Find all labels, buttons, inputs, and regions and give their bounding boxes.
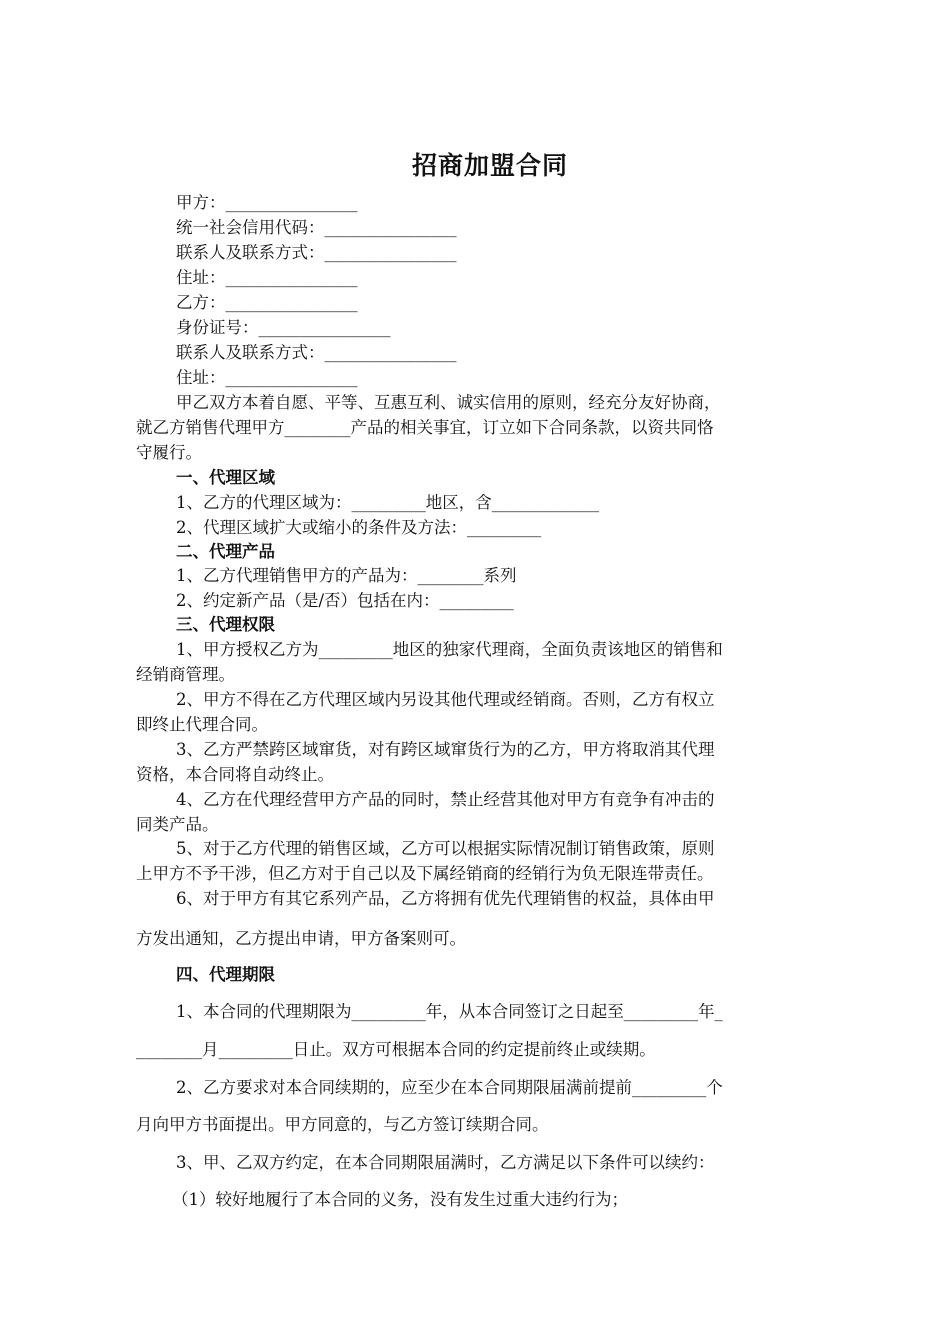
clause-line: 方发出通知，乙方提出申请，甲方备案则可。: [136, 929, 466, 948]
clause-line: 6、对于甲方有其它系列产品，乙方将拥有优先代理销售的权益，具体由甲: [176, 889, 715, 908]
section-heading: 二、代理产品: [176, 542, 275, 561]
party-a-address-line: 住址：________________: [176, 268, 358, 287]
clause-line: 经销商管理。: [136, 665, 235, 684]
section-heading: 四、代理期限: [176, 965, 275, 984]
clause-line: 即终止代理合同。: [136, 715, 268, 734]
party-b-contact-line: 联系人及联系方式：________________: [176, 343, 457, 362]
preamble-line: 甲乙双方本着自愿、平等、互惠互利、诚实信用的原则，经充分友好协商，: [176, 393, 721, 412]
clause-line: 4、乙方在代理经营甲方产品的同时，禁止经营其他对甲方有竞争有冲击的: [176, 790, 715, 809]
clause-line: 1、乙方代理销售甲方的产品为：________系列: [176, 566, 517, 585]
clause-line: 上甲方不予干涉，但乙方对于自己以及下属经销商的经销行为负无限连带责任。: [136, 864, 714, 883]
clause-line: 1、乙方的代理区域为：_________地区，含_____________: [176, 493, 599, 512]
clause-line: 2、乙方要求对本合同续期的，应至少在本合同期限届满前提前_________个: [176, 1078, 723, 1097]
clause-line: （1）较好地履行了本合同的义务，没有发生过重大违约行为；: [172, 1190, 628, 1209]
clause-line: 同类产品。: [136, 815, 219, 834]
clause-line: 月向甲方书面提出。甲方同意的，与乙方签订续期合同。: [136, 1115, 549, 1134]
clause-line: 1、本合同的代理期限为_________年，从本合同签订之日起至_________年_: [176, 1002, 723, 1021]
clause-line: 3、甲、乙双方约定，在本合同期限届满时，乙方满足以下条件可以续约：: [176, 1153, 715, 1172]
party-b-address-line: 住址：________________: [176, 368, 358, 387]
clause-line: 5、对于乙方代理的销售区域，乙方可以根据实际情况制订销售政策，原则: [176, 839, 715, 858]
clause-line: 资格，本合同将自动终止。: [136, 765, 334, 784]
section-heading: 一、代理区域: [176, 468, 275, 487]
preamble-line: 就乙方销售代理甲方________产品的相关事宜，订立如下合同条款，以资共同恪: [136, 418, 714, 437]
clause-line: ________月_________日止。双方可根据本合同的约定提前终止或续期。: [136, 1040, 656, 1059]
id-number-line: 身份证号：________________: [176, 318, 391, 337]
clause-line: 1、甲方授权乙方为_________地区的独家代理商，全面负责该地区的销售和: [176, 640, 723, 659]
section-heading: 三、代理权限: [176, 615, 275, 634]
preamble-line: 守履行。: [136, 443, 202, 462]
clause-line: 3、乙方严禁跨区域窜货，对有跨区域窜货行为的乙方，甲方将取消其代理: [176, 740, 715, 759]
party-a-line: 甲方：________________: [176, 193, 358, 212]
party-a-contact-line: 联系人及联系方式：________________: [176, 243, 457, 262]
clause-line: 2、甲方不得在乙方代理区域内另设其他代理或经销商。否则，乙方有权立: [176, 690, 715, 709]
party-b-line: 乙方：________________: [176, 293, 358, 312]
document-title: 招商加盟合同: [411, 151, 568, 180]
clause-line: 2、约定新产品（是/否）包括在内：_________: [176, 591, 514, 610]
clause-line: 2、代理区域扩大或缩小的条件及方法：_________: [176, 518, 542, 537]
credit-code-line: 统一社会信用代码：________________: [176, 218, 457, 237]
